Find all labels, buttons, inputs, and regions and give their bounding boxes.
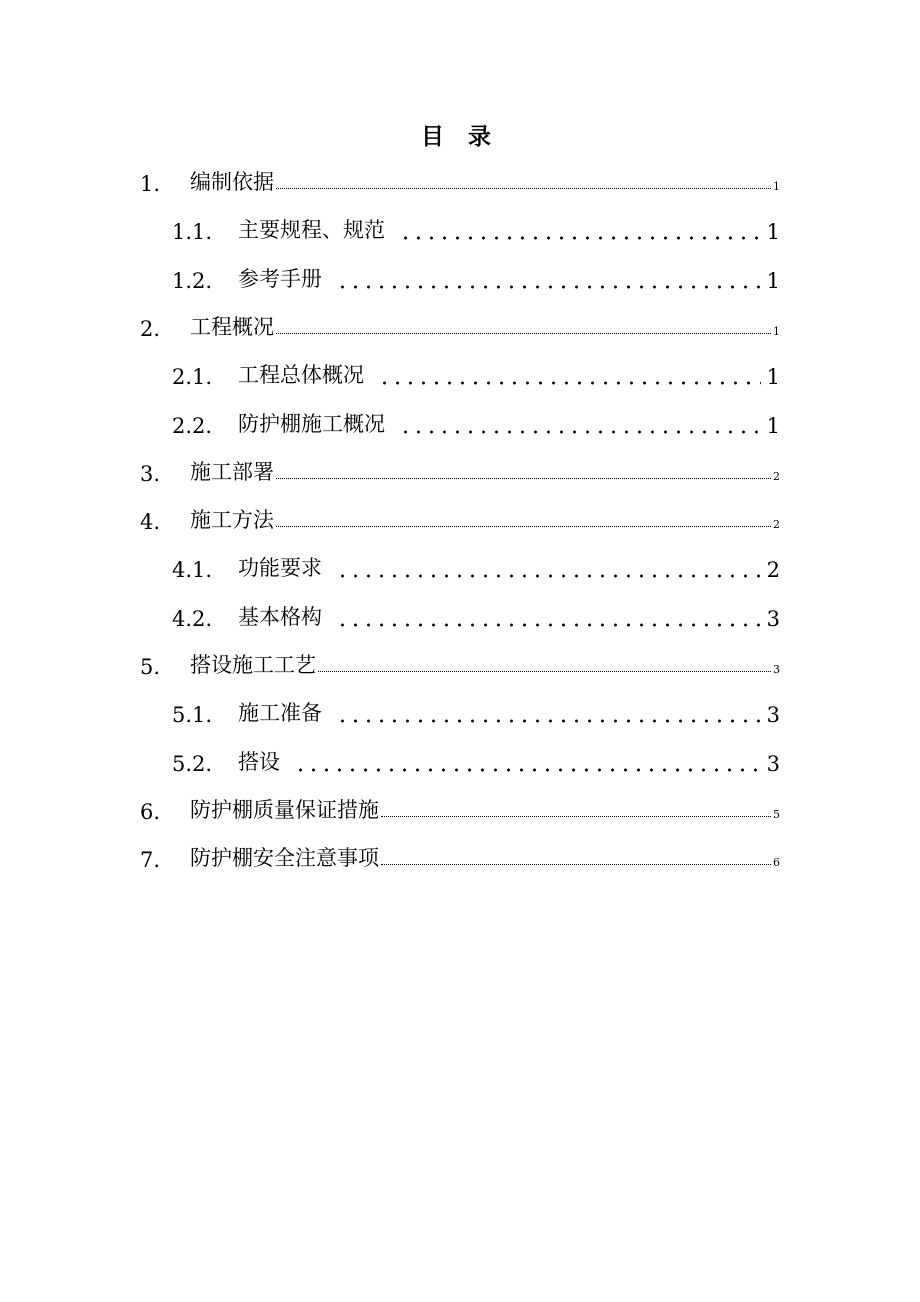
toc-entry-number: 5.1. bbox=[172, 703, 213, 728]
toc-entry-title: 施工部署 bbox=[190, 459, 274, 484]
toc-entry-number: 5.2. bbox=[172, 751, 213, 776]
toc-entry-title: 编制依据 bbox=[190, 170, 274, 194]
toc-entry-page-number: 2 bbox=[773, 518, 780, 532]
toc-entry-page-number: 1 bbox=[766, 220, 780, 245]
toc-entry-number: 4.1. bbox=[172, 558, 213, 583]
toc-dot-leader bbox=[336, 271, 761, 293]
toc-dot-leader bbox=[318, 663, 771, 672]
toc-entry-page-number: 2 bbox=[766, 558, 780, 583]
toc-entry-title: 搭设 bbox=[238, 749, 280, 774]
toc-entry[interactable] bbox=[172, 359, 780, 389]
toc-entry-title: 搭设施工工艺 bbox=[190, 653, 316, 677]
toc-entry[interactable] bbox=[172, 746, 780, 776]
toc-entry[interactable] bbox=[172, 697, 780, 727]
toc-entry-page-number: 3 bbox=[773, 663, 780, 676]
toc-dot-leader bbox=[378, 367, 761, 389]
toc-entry-number: 1.1. bbox=[172, 220, 213, 245]
toc-entry-title: 基本格构 bbox=[238, 604, 322, 629]
toc-entry-number: 1. bbox=[140, 172, 161, 196]
toc-entry[interactable] bbox=[140, 794, 780, 824]
toc-dot-leader bbox=[381, 808, 771, 817]
toc-entry[interactable] bbox=[140, 649, 780, 679]
toc-dot-leader bbox=[399, 222, 761, 244]
toc-entry-number: 4.2. bbox=[172, 606, 213, 631]
toc-entry-title: 工程概况 bbox=[190, 314, 274, 339]
toc-entry[interactable] bbox=[172, 408, 780, 438]
toc-entry-title: 施工准备 bbox=[238, 701, 322, 726]
toc-dot-leader bbox=[276, 180, 771, 189]
toc-entry-title: 主要规程、规范 bbox=[238, 218, 385, 243]
toc-dot-leader bbox=[336, 705, 761, 727]
toc-dot-leader bbox=[276, 518, 771, 527]
toc-entry-title: 防护棚质量保证措施 bbox=[190, 797, 379, 822]
toc-entry-page-number: 3 bbox=[766, 751, 780, 776]
toc-dot-leader bbox=[336, 560, 761, 582]
toc-entry-page-number: 3 bbox=[766, 703, 780, 728]
toc-entry-number: 3. bbox=[140, 461, 161, 486]
toc-entry-page-number: 1 bbox=[773, 180, 780, 193]
toc-entry-page-number: 6 bbox=[773, 856, 780, 870]
toc-entry-title: 工程总体概况 bbox=[238, 363, 364, 388]
toc-entry-number: 5. bbox=[140, 655, 161, 679]
toc-entry-number: 2.1. bbox=[172, 365, 213, 390]
toc-entry[interactable] bbox=[172, 214, 780, 244]
toc-entry-page-number: 1 bbox=[773, 324, 780, 338]
toc-dot-leader bbox=[399, 416, 761, 438]
toc-dot-leader bbox=[276, 325, 771, 334]
toc-entry[interactable] bbox=[172, 601, 780, 631]
toc-entry-number: 1.2. bbox=[172, 268, 213, 293]
toc-entry-number: 7. bbox=[140, 848, 161, 873]
toc-entry-page-number: 1 bbox=[766, 268, 780, 293]
toc-entry-title: 功能要求 bbox=[238, 556, 322, 581]
toc-dot-leader bbox=[294, 754, 761, 776]
toc-entry-page-number: 1 bbox=[766, 365, 780, 390]
toc-entry[interactable] bbox=[140, 166, 780, 196]
toc-entry[interactable] bbox=[140, 504, 780, 534]
toc-entry-page-number: 1 bbox=[766, 413, 780, 438]
toc-entry[interactable] bbox=[140, 311, 780, 341]
toc-entry-number: 2.2. bbox=[172, 413, 213, 438]
toc-entry-title: 施工方法 bbox=[190, 508, 274, 533]
toc-entry-page-number: 2 bbox=[773, 469, 780, 483]
toc-dot-leader bbox=[336, 609, 761, 631]
toc-entry-number: 6. bbox=[140, 799, 161, 824]
toc-entry-title: 防护棚施工概况 bbox=[238, 411, 385, 436]
toc-dot-leader bbox=[276, 470, 771, 479]
toc-title: 目 录 bbox=[420, 123, 499, 150]
toc-entry[interactable] bbox=[140, 842, 780, 872]
toc-dot-leader bbox=[381, 856, 771, 865]
toc-entry[interactable] bbox=[172, 263, 780, 293]
toc-entry-number: 4. bbox=[140, 510, 161, 535]
toc-entry-title: 参考手册 bbox=[238, 266, 322, 291]
toc-entry[interactable] bbox=[140, 456, 780, 486]
toc-entry-title: 防护棚安全注意事项 bbox=[190, 846, 379, 871]
toc-entry[interactable] bbox=[172, 552, 780, 582]
toc-entry-page-number: 5 bbox=[773, 807, 780, 821]
toc-entry-number: 2. bbox=[140, 316, 161, 341]
toc-entry-page-number: 3 bbox=[766, 606, 780, 631]
